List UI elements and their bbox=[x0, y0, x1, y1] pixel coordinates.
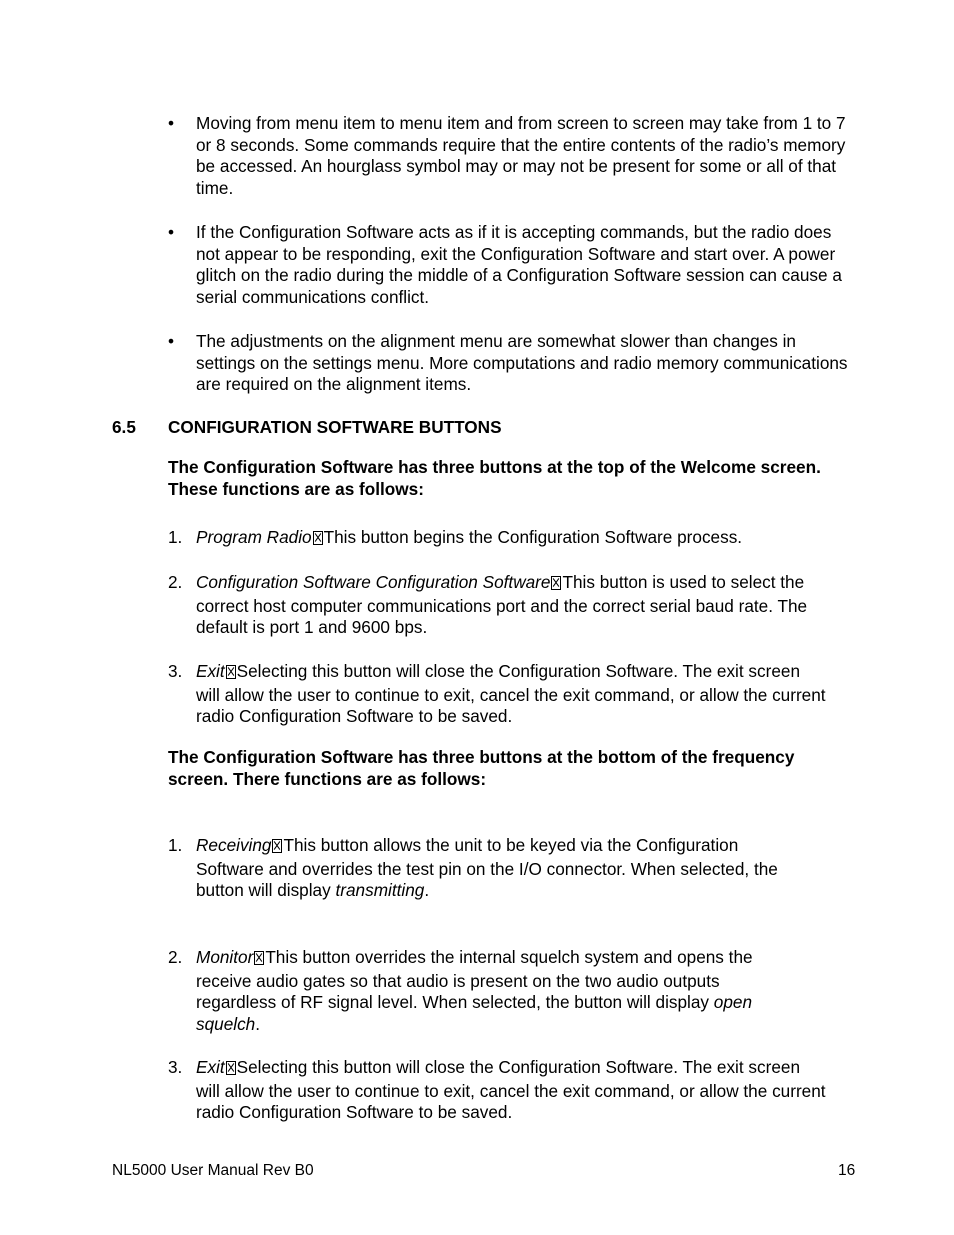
item-text: This button begins the Configuration Software process. bbox=[323, 527, 743, 547]
missing-glyph-icon bbox=[226, 1061, 236, 1075]
item-continuation: will allow the user to continue to exit, cancel the exit command, or allow the current radio Configuration Software to be saved. bbox=[196, 684, 826, 727]
button-name: Receiving bbox=[196, 835, 272, 855]
item-text: Selecting this button will close the Configuration Software. The exit screen bbox=[236, 1057, 801, 1077]
display-state: transmitting bbox=[335, 880, 425, 901]
sentence-end: . bbox=[424, 880, 430, 901]
item-number: 2. bbox=[168, 572, 183, 592]
button-name: Configuration Software Configuration Software bbox=[196, 572, 551, 592]
item-continuation: will allow the user to continue to exit, cancel the exit command, or allow the current radio Configuration Software to be saved. bbox=[196, 1080, 826, 1123]
bullet-text: If the Configuration Software acts as if it is accepting commands, but the radio does not appear to be responding, exit the Configuration Software and start over. A power glitch on the radio during the middle of a Configuration Software session can cause a serial communications conflict. bbox=[196, 222, 842, 307]
missing-glyph-icon bbox=[551, 576, 561, 590]
display-state: open squelch bbox=[196, 992, 753, 1034]
button-name: Exit bbox=[196, 661, 225, 681]
bullet-text: Moving from menu item to menu item and from screen to screen may take from 1 to 7 or 8 seconds. Some commands require that the entire contents of the radio’s memory be accessed. An hourglass symbol may or may not be present for some or all of that time. bbox=[196, 113, 846, 198]
item-number: 1. bbox=[168, 835, 183, 855]
bullet-dot: • bbox=[168, 222, 175, 242]
welcome-intro: The Configuration Software has three buttons at the top of the Welcome screen. These functions are as follows: bbox=[168, 457, 821, 499]
button-name: Monitor bbox=[196, 947, 254, 967]
item-text: This button overrides the internal squelch system and opens the bbox=[265, 947, 753, 967]
item-number: 3. bbox=[168, 1057, 183, 1077]
item-body bbox=[196, 947, 796, 1035]
missing-glyph-icon bbox=[226, 665, 236, 679]
item-number: 1. bbox=[168, 527, 183, 547]
item-text: This button allows the unit to be keyed via the Configuration bbox=[283, 835, 739, 855]
item-continuation: Software and overrides the test pin on the I/O connector. When selected, the button will display bbox=[196, 858, 778, 901]
button-name: Program Radio bbox=[196, 527, 312, 547]
missing-glyph-icon bbox=[254, 951, 264, 965]
item-body bbox=[196, 835, 806, 902]
sentence-end: . bbox=[255, 1013, 261, 1034]
button-name: Exit bbox=[196, 1057, 225, 1077]
page-number: 16 bbox=[838, 1162, 856, 1179]
item-number: 3. bbox=[168, 661, 183, 681]
missing-glyph-icon bbox=[272, 839, 282, 853]
item-text: This button is used to select the bbox=[562, 572, 805, 592]
item-continuation: correct host computer communications port and the correct serial baud rate. The default is port 1 and 9600 bps. bbox=[196, 595, 808, 638]
missing-glyph-icon bbox=[313, 531, 323, 545]
item-continuation: receive audio gates so that audio is present on the two audio outputs regardless of RF signal level. When selected, the button will display bbox=[196, 970, 720, 1013]
bullet-dot: • bbox=[168, 113, 175, 133]
item-text: Selecting this button will close the Configuration Software. The exit screen bbox=[236, 661, 801, 681]
item-body bbox=[196, 527, 858, 549]
footer-document-title: NL5000 User Manual Rev B0 bbox=[112, 1162, 314, 1179]
bullet-dot: • bbox=[168, 331, 175, 351]
bullet-text: The adjustments on the alignment menu are somewhat slower than changes in settings on the settings menu. More computations and radio memory communications are required on the alignment items. bbox=[196, 331, 848, 395]
item-body bbox=[196, 572, 858, 639]
section-number: 6.5 bbox=[112, 417, 136, 437]
section-title: CONFIGURATION SOFTWARE BUTTONS bbox=[168, 417, 502, 437]
item-body bbox=[196, 661, 858, 728]
frequency-intro: The Configuration Software has three buttons at the bottom of the frequency screen. There functions are as follows: bbox=[168, 747, 795, 789]
item-number: 2. bbox=[168, 947, 183, 967]
item-body bbox=[196, 1057, 858, 1124]
